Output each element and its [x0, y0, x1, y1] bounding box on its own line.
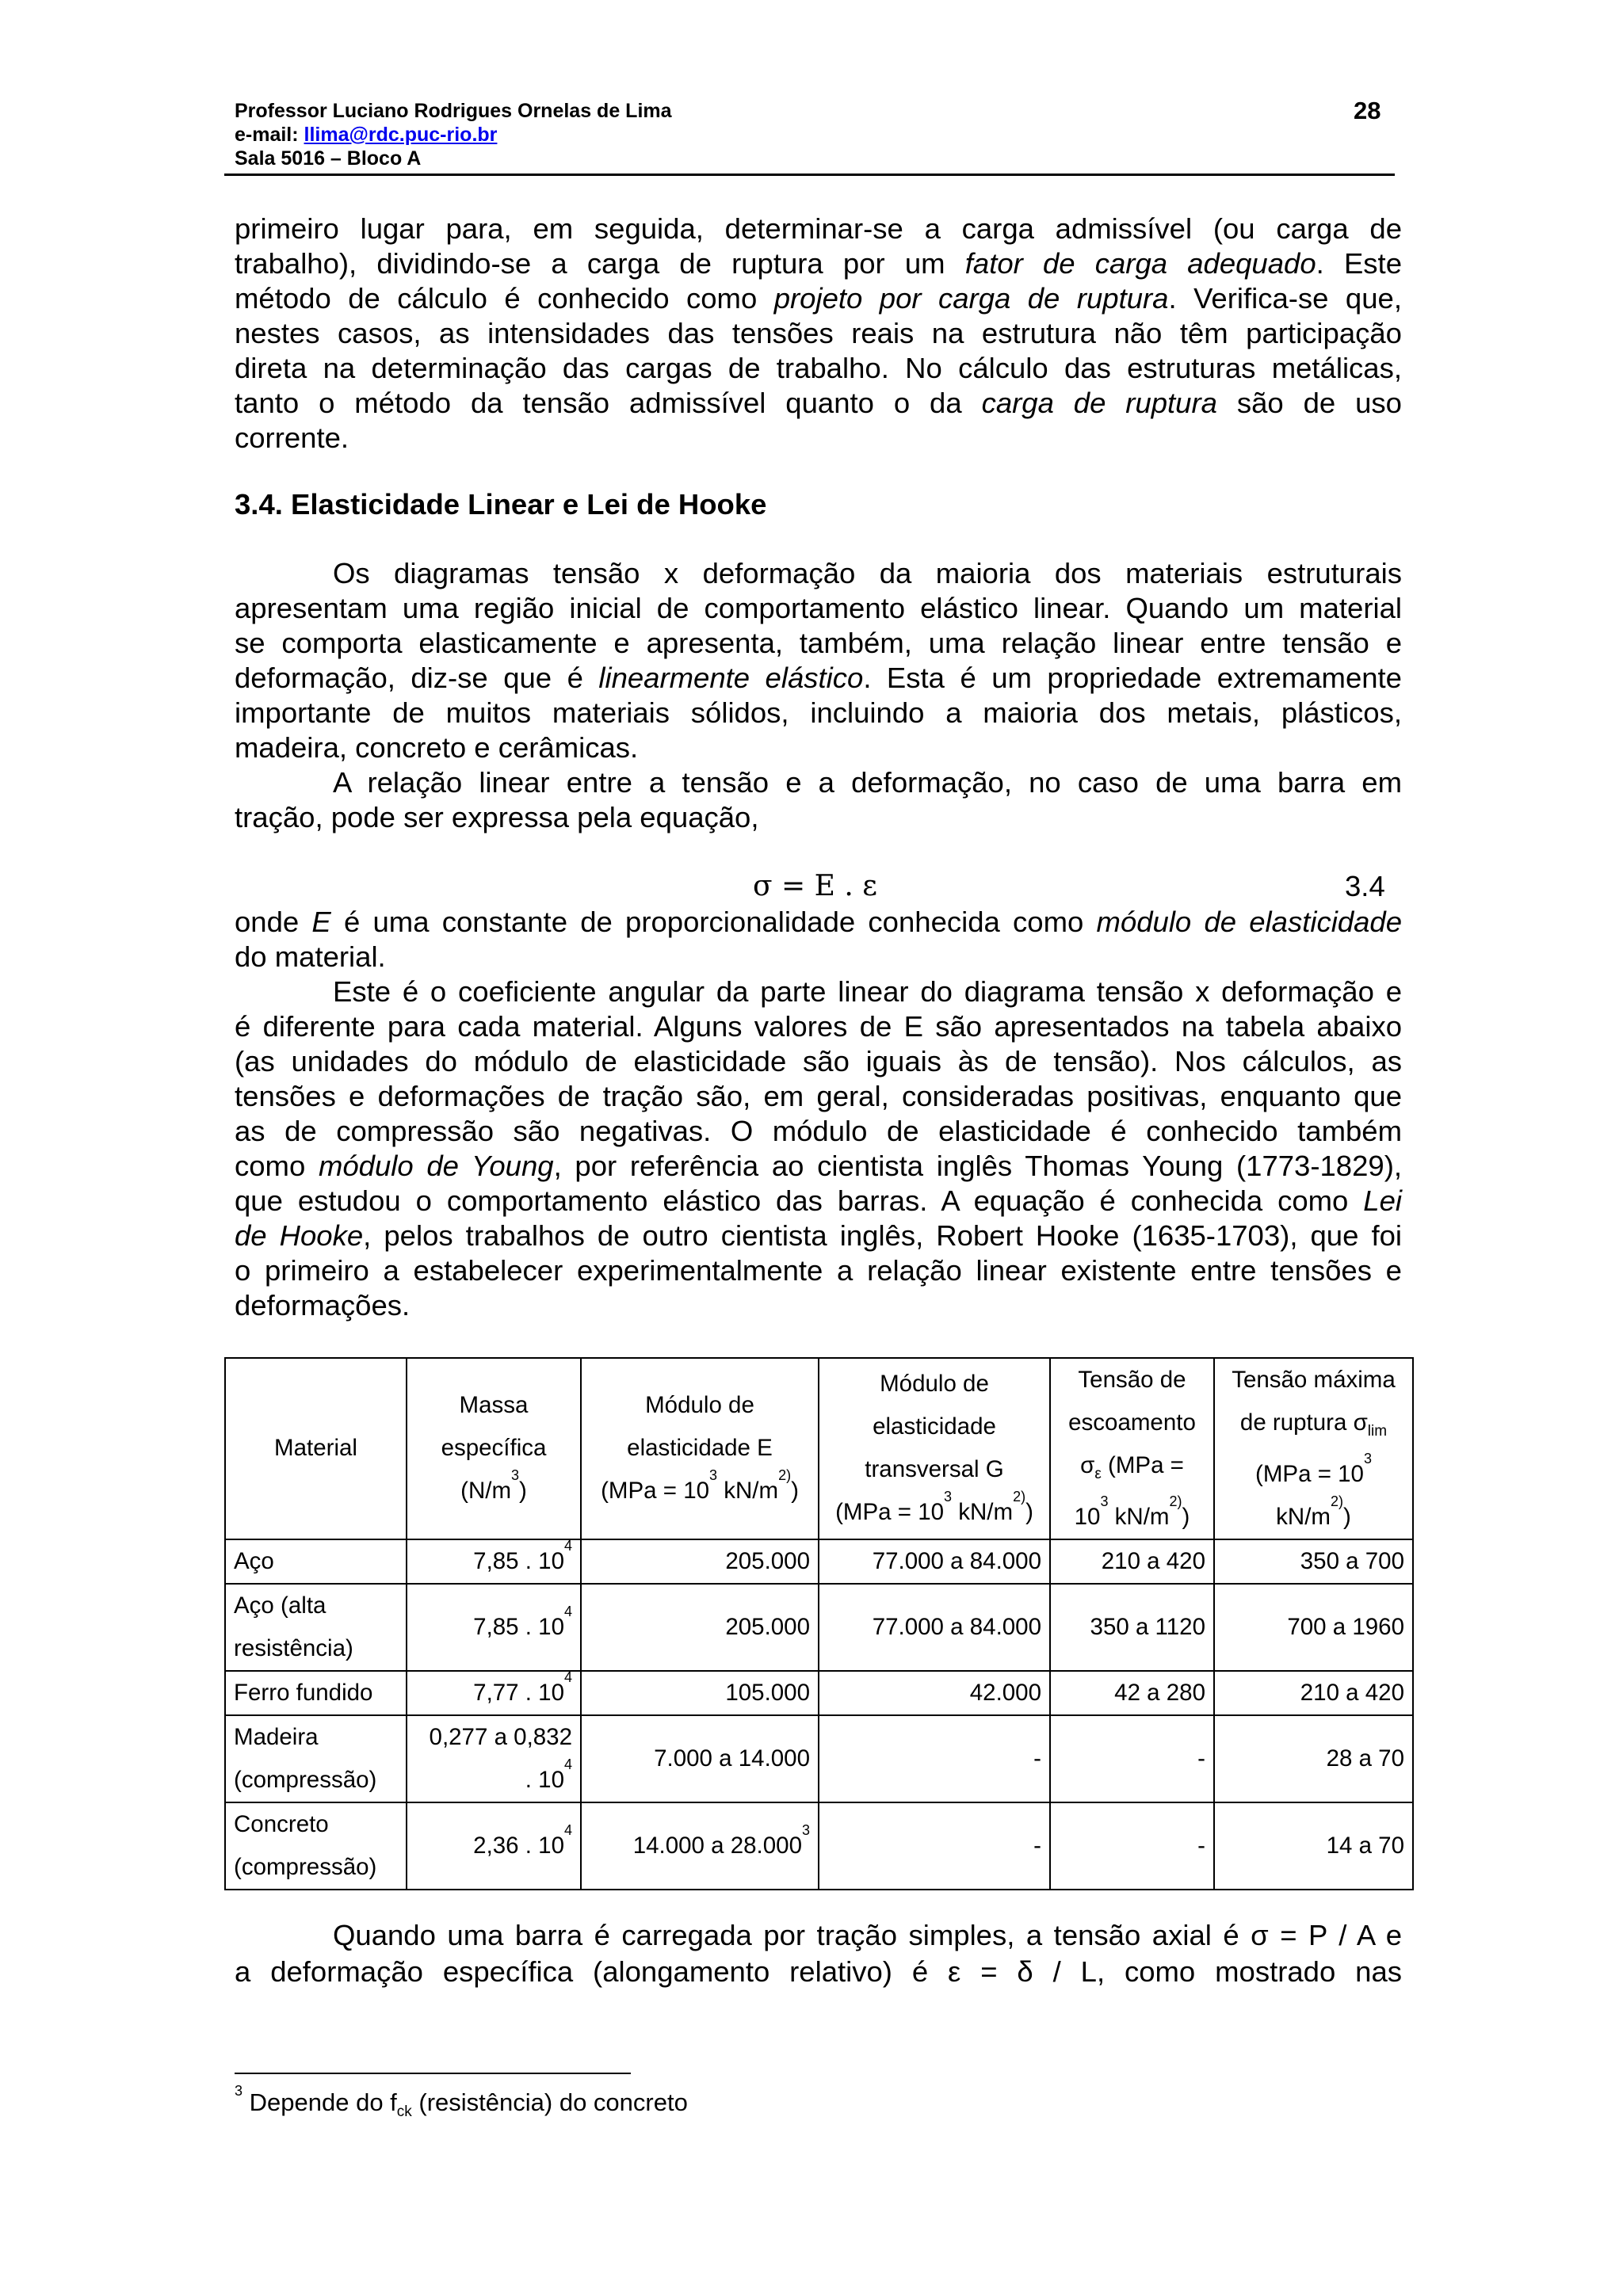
italic-text: carga de ruptura — [981, 387, 1217, 419]
cell-modulo-e: 105.000 — [581, 1671, 819, 1715]
table-row — [225, 1715, 1413, 1802]
cell-massa: 2,36 . $10^4$ — [407, 1802, 581, 1890]
cell-escoamento: 350 a 1120 — [1050, 1584, 1214, 1671]
paragraph-3 — [235, 905, 1402, 1323]
text-line — [235, 800, 1402, 835]
text-line — [235, 1079, 1402, 1114]
text-segment: como — [235, 1150, 319, 1182]
text-segment: o primeiro a estabelecer experimentalmente a relação linear existente entre tensões e — [235, 1254, 1402, 1287]
cell-ruptura: 210 a 420 — [1214, 1671, 1413, 1715]
cell-escoamento: 42 a 280 — [1050, 1671, 1214, 1715]
text-line — [235, 1288, 1402, 1323]
header-room: Sala 5016 – Bloco A — [235, 147, 422, 170]
cell-modulo-g: 77.000 a 84.000 — [819, 1584, 1050, 1671]
section-heading: 3.4. Elasticidade Linear e Lei de Hooke — [235, 488, 767, 521]
italic-text: módulo de elasticidade — [1096, 906, 1403, 938]
text-segment: que estudou o comportamento elástico das barras. A equação é conhecida como — [235, 1184, 1364, 1217]
text-line — [235, 421, 1402, 456]
text-line — [235, 661, 1402, 696]
text-segment: Os diagramas tensão x deformação da maioria dos materiais estruturais — [333, 557, 1402, 589]
table-header-row — [225, 1358, 1413, 1539]
text-segment: , por referência ao cientista inglês Thomas Young (1773-1829), — [553, 1150, 1402, 1182]
text-segment: importante de muitos materiais sólidos, incluindo a maioria dos metais, plásticos, — [235, 696, 1402, 729]
cell-modulo-e: 205.000 — [581, 1584, 819, 1671]
text-line — [235, 1253, 1402, 1288]
text-segment: Quando uma barra é carregada por tração simples, a tensão axial é σ = P / A e — [333, 1919, 1402, 1951]
text-segment: método de cálculo é conhecido como — [235, 282, 774, 315]
italic-text: E — [311, 906, 331, 938]
text-segment: onde — [235, 906, 312, 938]
header-divider — [224, 174, 1395, 176]
text-line — [235, 1149, 1402, 1184]
italic-text: projeto por carga de ruptura — [773, 282, 1169, 315]
cell-escoamento: 210 a 420 — [1050, 1539, 1214, 1584]
text-line — [235, 351, 1402, 386]
cell-escoamento: - — [1050, 1802, 1214, 1890]
text-line — [235, 246, 1402, 281]
header-ruptura: Tensão máxima de ruptura $\sigma_{lim}$ ($MPa = 10^3$ $kN/m^{2)}$) — [1214, 1358, 1413, 1539]
text-line — [235, 1918, 1402, 1955]
email-link[interactable]: llima@rdc.puc-rio.br — [304, 124, 498, 146]
text-segment: apresentam uma região inicial de comportamento elástico linear. Quando um material — [235, 592, 1402, 624]
text-segment: são de uso — [1216, 387, 1402, 419]
header-author: Professor Luciano Rodrigues Ornelas de Lima — [235, 100, 672, 122]
italic-text: módulo de Young — [318, 1150, 554, 1182]
cell-material: Madeira (compressão) — [225, 1715, 407, 1802]
text-line — [235, 696, 1402, 730]
italic-text: de Hooke — [235, 1219, 364, 1252]
text-line — [235, 386, 1402, 421]
header-massa: Massa específica $(N/m^3)$ — [407, 1358, 581, 1539]
cell-material: Ferro fundido — [225, 1671, 407, 1715]
email-label: e-mail: — [235, 124, 304, 146]
page-number: 28 — [1354, 97, 1381, 124]
text-line — [235, 316, 1402, 351]
text-segment: (as unidades do módulo de elasticidade são iguais às de tensão). Nos cálculos, as — [235, 1045, 1402, 1077]
cell-massa: 0,277 a 0,832 . $10^4$ — [407, 1715, 581, 1802]
text-line — [235, 1184, 1402, 1219]
text-segment: primeiro lugar para, em seguida, determinar-se a carga admissível (ou carga de — [235, 212, 1402, 245]
text-segment: Este é o coeficiente angular da parte linear do diagrama tensão x deformação e — [333, 975, 1402, 1008]
cell-massa: 7,77 . $10^4$ — [407, 1671, 581, 1715]
text-segment: A relação linear entre a tensão e a deformação, no caso de uma barra em — [333, 766, 1402, 799]
table-row — [225, 1539, 1413, 1584]
paragraph-1 — [235, 212, 1402, 456]
text-line — [235, 1044, 1402, 1079]
header-email-line — [235, 123, 497, 147]
cell-massa: 7,85 . $10^4$ — [407, 1584, 581, 1671]
text-line — [235, 626, 1402, 661]
text-segment: trabalho), dividindo-se a carga de ruptura por um — [235, 247, 965, 280]
cell-escoamento: - — [1050, 1715, 1214, 1802]
header-escoamento: Tensão de escoamento $\sigma_\varepsilon$ (MPa = $10^3$ $kN/m^{2)}$) — [1050, 1358, 1214, 1539]
cell-modulo-g: - — [819, 1715, 1050, 1802]
text-segment: se comporta elasticamente e apresenta, também, uma relação linear entre tensão e — [235, 627, 1402, 659]
text-segment: deformações. — [235, 1289, 411, 1322]
text-line — [235, 281, 1402, 316]
header-modulo-e: Módulo de elasticidade E ($MPa = 10^3$ $kN/m^{2)}$) — [581, 1358, 819, 1539]
text-segment: , pelos trabalhos de outro cientista inglês, Robert Hooke (1635-1703), que foi — [363, 1219, 1403, 1252]
text-segment: as de compressão são negativas. O módulo de elasticidade é conhecido também — [235, 1115, 1402, 1147]
text-segment: tração, pode ser expressa pela equação, — [235, 801, 759, 833]
table-row — [225, 1671, 1413, 1715]
text-segment: é uma constante de proporcionalidade conhecida como — [330, 906, 1097, 938]
cell-massa: 7,85 . $10^4$ — [407, 1539, 581, 1584]
text-line — [235, 1009, 1402, 1044]
text-segment: . Esta é um propriedade extremamente — [863, 662, 1402, 694]
text-segment: . Verifica-se que, — [1168, 282, 1402, 315]
cell-material: Aço (alta resistência) — [225, 1584, 407, 1671]
paragraph-4 — [235, 1918, 1402, 1991]
cell-modulo-e: 14.000 a 28.000$^3$ — [581, 1802, 819, 1890]
text-line — [235, 940, 1402, 974]
equation: σ = E . ε — [753, 870, 877, 902]
text-line — [235, 730, 1402, 765]
text-segment: tanto o método da tensão admissível quanto o da — [235, 387, 982, 419]
equation-number: 3.4 — [1345, 870, 1385, 902]
cell-ruptura: 28 a 70 — [1214, 1715, 1413, 1802]
text-segment: a deformação específica (alongamento relativo) é ε = δ / L, como mostrado nas — [235, 1955, 1402, 1988]
table-row — [225, 1802, 1413, 1890]
table-row — [225, 1584, 1413, 1671]
cell-ruptura: 350 a 700 — [1214, 1539, 1413, 1584]
text-segment: tensões e deformações de tração são, em geral, consideradas positivas, enquanto que — [235, 1080, 1402, 1112]
cell-modulo-g: 42.000 — [819, 1671, 1050, 1715]
cell-material: Aço — [225, 1539, 407, 1584]
text-segment: madeira, concreto e cerâmicas. — [235, 731, 639, 764]
italic-text: Lei — [1363, 1184, 1402, 1217]
text-segment: nestes casos, as intensidades das tensões reais na estrutura não têm participação — [235, 317, 1402, 349]
text-segment: do material. — [235, 940, 386, 973]
italic-text: fator de carga adequado — [964, 247, 1316, 280]
text-segment: deformação, diz-se que é — [235, 662, 599, 694]
material-properties-table — [224, 1357, 1414, 1890]
cell-material: Concreto (compressão) — [225, 1802, 407, 1890]
header-material: Material — [225, 1358, 407, 1539]
footnote-divider — [235, 2073, 631, 2074]
text-segment: é diferente para cada material. Alguns valores de E são apresentados na tabela abaixo — [235, 1010, 1402, 1043]
text-line — [235, 1114, 1402, 1149]
text-line — [235, 974, 1402, 1009]
text-line — [235, 1955, 1402, 1991]
text-line — [235, 556, 1402, 591]
text-line — [235, 765, 1402, 800]
cell-ruptura: 14 a 70 — [1214, 1802, 1413, 1890]
cell-modulo-e: 205.000 — [581, 1539, 819, 1584]
text-segment: direta na determinação das cargas de trabalho. No cálculo das estruturas metálicas, — [235, 352, 1402, 384]
text-line — [235, 905, 1402, 940]
header-modulo-g: Módulo de elasticidade transversal G ($MPa = 10^3$ $kN/m^{2)}$) — [819, 1358, 1050, 1539]
text-segment: . Este — [1316, 247, 1402, 280]
cell-ruptura: 700 a 1960 — [1214, 1584, 1413, 1671]
cell-modulo-g: - — [819, 1802, 1050, 1890]
text-segment: corrente. — [235, 421, 349, 454]
text-line — [235, 591, 1402, 626]
cell-modulo-e: 7.000 a 14.000 — [581, 1715, 819, 1802]
paragraph-2 — [235, 556, 1402, 835]
italic-text: linearmente elástico — [598, 662, 864, 694]
footnote: $^3$ Depende do $f_{ck}$ (resistência) do concreto — [235, 2083, 688, 2121]
text-line — [235, 212, 1402, 246]
cell-modulo-g: 77.000 a 84.000 — [819, 1539, 1050, 1584]
text-line — [235, 1219, 1402, 1253]
